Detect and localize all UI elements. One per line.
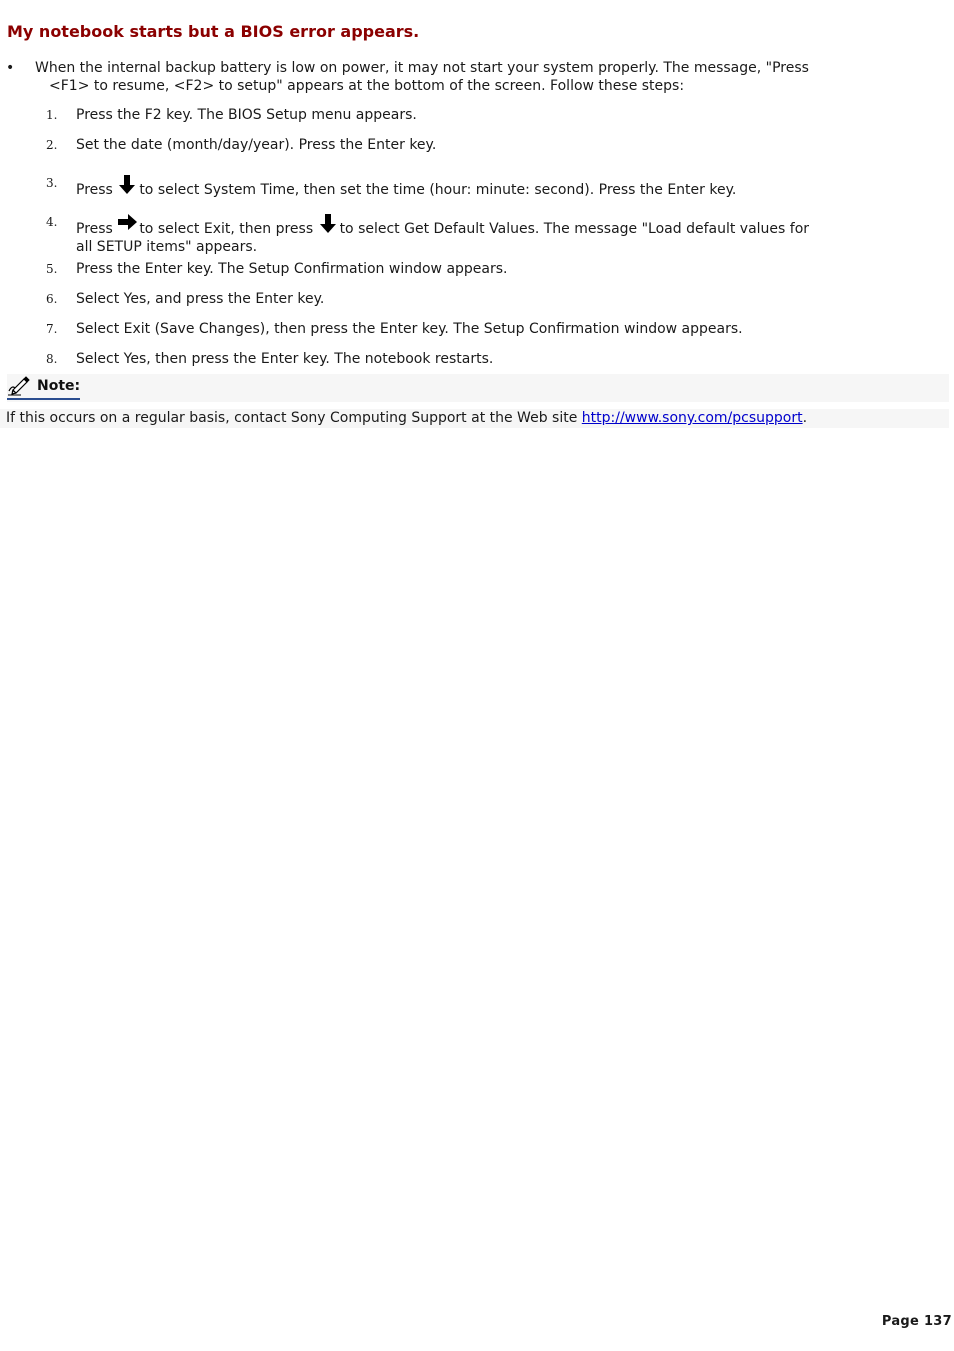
step-text: Press the Enter key. The Setup Confirmation window appears.: [76, 261, 508, 277]
step-text-mid: to select Exit, then press: [139, 221, 314, 237]
note-text-before: If this occurs on a regular basis, contact Sony Computing Support at the Web site: [6, 410, 582, 426]
step-text-post: to select Get Default Values. The message "Load default values for: [339, 221, 810, 237]
down-arrow-icon: [318, 213, 340, 235]
note-text-after: .: [802, 410, 808, 426]
pcsupport-link[interactable]: http://www.sony.com/pcsupport: [581, 410, 803, 426]
bullet-line-1: When the internal backup battery is low on power, it may not start your system properly. The message, "Press: [35, 60, 809, 76]
note-header: [7, 374, 949, 402]
step-number: 1.: [46, 108, 58, 122]
step-text-pre: Press: [76, 221, 113, 237]
step-text: Select Yes, and press the Enter key.: [76, 291, 325, 307]
step-number: 4.: [46, 215, 58, 229]
note-label-group: [7, 374, 80, 400]
bullet-line-2: <F1> to resume, <F2> to setup" appears at the bottom of the screen. Follow these steps:: [49, 78, 685, 94]
step-text: [76, 174, 886, 199]
page-title: My notebook starts but a BIOS error appears.: [7, 22, 420, 41]
step-number: 8.: [46, 352, 58, 366]
right-arrow-icon: [117, 213, 139, 235]
step-number: 3.: [46, 176, 58, 190]
step-text: Select Yes, then press the Enter key. The notebook restarts.: [76, 351, 494, 367]
note-text: [6, 409, 807, 428]
step-text-line-2: all SETUP items" appears.: [76, 239, 258, 255]
step-text: Select Exit (Save Changes), then press the Enter key. The Setup Confirmation window appears.: [76, 321, 743, 337]
bullet-marker: •: [6, 60, 15, 76]
step-text: Set the date (month/day/year). Press the Enter key.: [76, 137, 437, 153]
step-text: Press the F2 key. The BIOS Setup menu appears.: [76, 107, 417, 123]
pencil-note-icon: [7, 376, 31, 396]
step-text-pre: Press: [76, 182, 113, 198]
step-number: 2.: [46, 138, 58, 152]
down-arrow-icon: [117, 174, 139, 196]
note-label: Note:: [37, 378, 81, 394]
step-text: [76, 213, 886, 256]
step-number: 6.: [46, 292, 58, 306]
step-text-post: to select System Time, then set the time (hour: minute: second). Press the Enter key.: [139, 182, 737, 198]
step-number: 5.: [46, 262, 58, 276]
bullet-text: [35, 59, 895, 95]
note-body: [0, 409, 949, 428]
step-number: 7.: [46, 322, 58, 336]
page-number: Page 137: [881, 1314, 952, 1329]
